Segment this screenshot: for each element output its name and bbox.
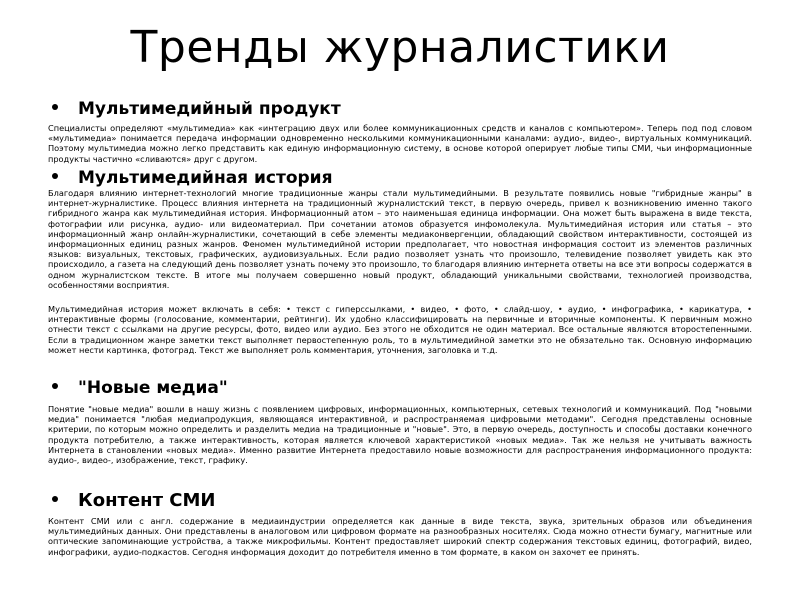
section-paragraph: Мультимедийная история может включать в себя: • текст с гиперссылками, • видео, • фото, • слайд-шоу, • аудио, • инфографика, • карикатура, • интерактивные формы (голосование, комментарии, рейтинги). Их удобно классифицировать на первичные и вторичные компоненты. К первичным можно отнести текст с ссылками на другие ресурсы, фото, видео или аудио. Без этого не обходится не один материал. Все остальные являются второстепенными. Если в традиционном жанре заметки текст выполняет первостепенную роль, то в мультимедийной заметки это не обязательно так. Основную информацию может нести картинка, фотоград. Текст же выполняет роль комментария, уточнения, заголовка и т.д. <box>48 304 752 355</box>
bullet-icon <box>52 173 58 179</box>
section-heading-label: Мультимедийная история <box>78 168 333 188</box>
bullet-icon <box>52 496 58 502</box>
section-heading-label: Контент СМИ <box>78 490 216 511</box>
bullet-icon <box>52 104 58 110</box>
section-paragraph: Специалисты определяют «мультимедиа» как «интеграцию двух или более коммуникационных средств и каналов с компьютером». Теперь под под словом «мультимедиа» понимается передача информации одновременно несколькими коммуникационными каналами: аудио-, видео-, виртуальных коммуникаций. Поэтому мультимедиа можно легко представить как единую информационную систему, в основе которой оперирует любые типы СМИ, чьи информационные продукты частично «сливаются» друг с другом. <box>48 123 752 164</box>
section-paragraph: Благодаря влиянию интернет-технологий многие традиционные жанры стали мультимедийными. В результате появились новые "гибридные жанры" в интернет-журналистике. Процесс влияния интернета на традиционный журналистский текст, в первую очередь, привел к возникновению именно такого гибридного жанра как мультимедийная история. Информационный атом – это наименьшая единица информации. Она может быть выражена в виде текста, фотографии или рисунка, аудио- или видеоматериал. При сочетании атомов образуется инфомолекула. Мультимедийная история или статья – это информационный жанр онлайн-журналистики, сочетающий в себе элементы медиаконвергенции, обладающий свойством интерактивности, состоящей из информационных единиц разных жанров. Феномен мультимедийной истории предполагает, что новостная информация состоит из элементов различных языков: визуальных, текстовых, графических, аудиовизуальных. Если радио позволяет узнать что произошло, телевидение позволяет увидеть как это происходило, а газета на следующий день позволяет узнать почему это произошло, то благодаря влиянию интернета ответы на все эти вопросы содержатся в одном журналистском тексте. В итоге мы получаем совершенно новый продукт, обладающий уникальными свойствами, технологией производства, особенностями восприятия. <box>48 188 752 290</box>
section-heading-label: "Новые медиа" <box>78 378 228 398</box>
section-heading-label: Мультимедийный продукт <box>78 99 341 119</box>
section-heading-multimedia-product <box>52 99 341 119</box>
section-heading-new-media <box>52 378 228 398</box>
section-paragraph: Контент СМИ или с англ. содержание в медиаиндустрии определяется как данные в виде текста, звука, зрительных образов или объединения мультимедийных данных. Они представлены в аналоговом или цифровом формате на разнообразных носителях. Сюда можно отнести бумагу, магнитные или оптические запоминающие устройства, а также микрофильмы. Контент предоставляет широкий спектр содержания текстовых единиц, фотографий, видео, инфографики, аудио-подкастов. Сегодня информация доходит до потребителя именно в том формате, в каком он захочет ее принять. <box>48 516 752 557</box>
section-heading-media-content <box>52 490 215 511</box>
slide-title: Тренды журналистики <box>130 22 670 73</box>
section-paragraph: Понятие "новые медиа" вошли в нашу жизнь с появлением цифровых, информационных, компьютерных, сетевых технологий и коммуникаций. Под "новыми медиа" понимается "любая медиапродукция, являющаяся интерактивной, и распространяемая цифровыми методами". Сегодня представлены основные критерии, по которым можно определить и разделить медиа на традиционные и "новые". Это, в первую очередь, доступность и способы доставки конечного продукта потребителю, а также интерактивность, которая является ключевой характеристикой «новых медиа». Так же нельзя не учитывать важность Интернета в становлении «новых медиа». Именно развитие Интернета предоставило новые возможности для распространения информационного продукта: аудио-, видео-, изображение, текст, графику. <box>48 404 752 466</box>
section-heading-multimedia-story <box>52 168 333 188</box>
bullet-icon <box>52 383 58 389</box>
